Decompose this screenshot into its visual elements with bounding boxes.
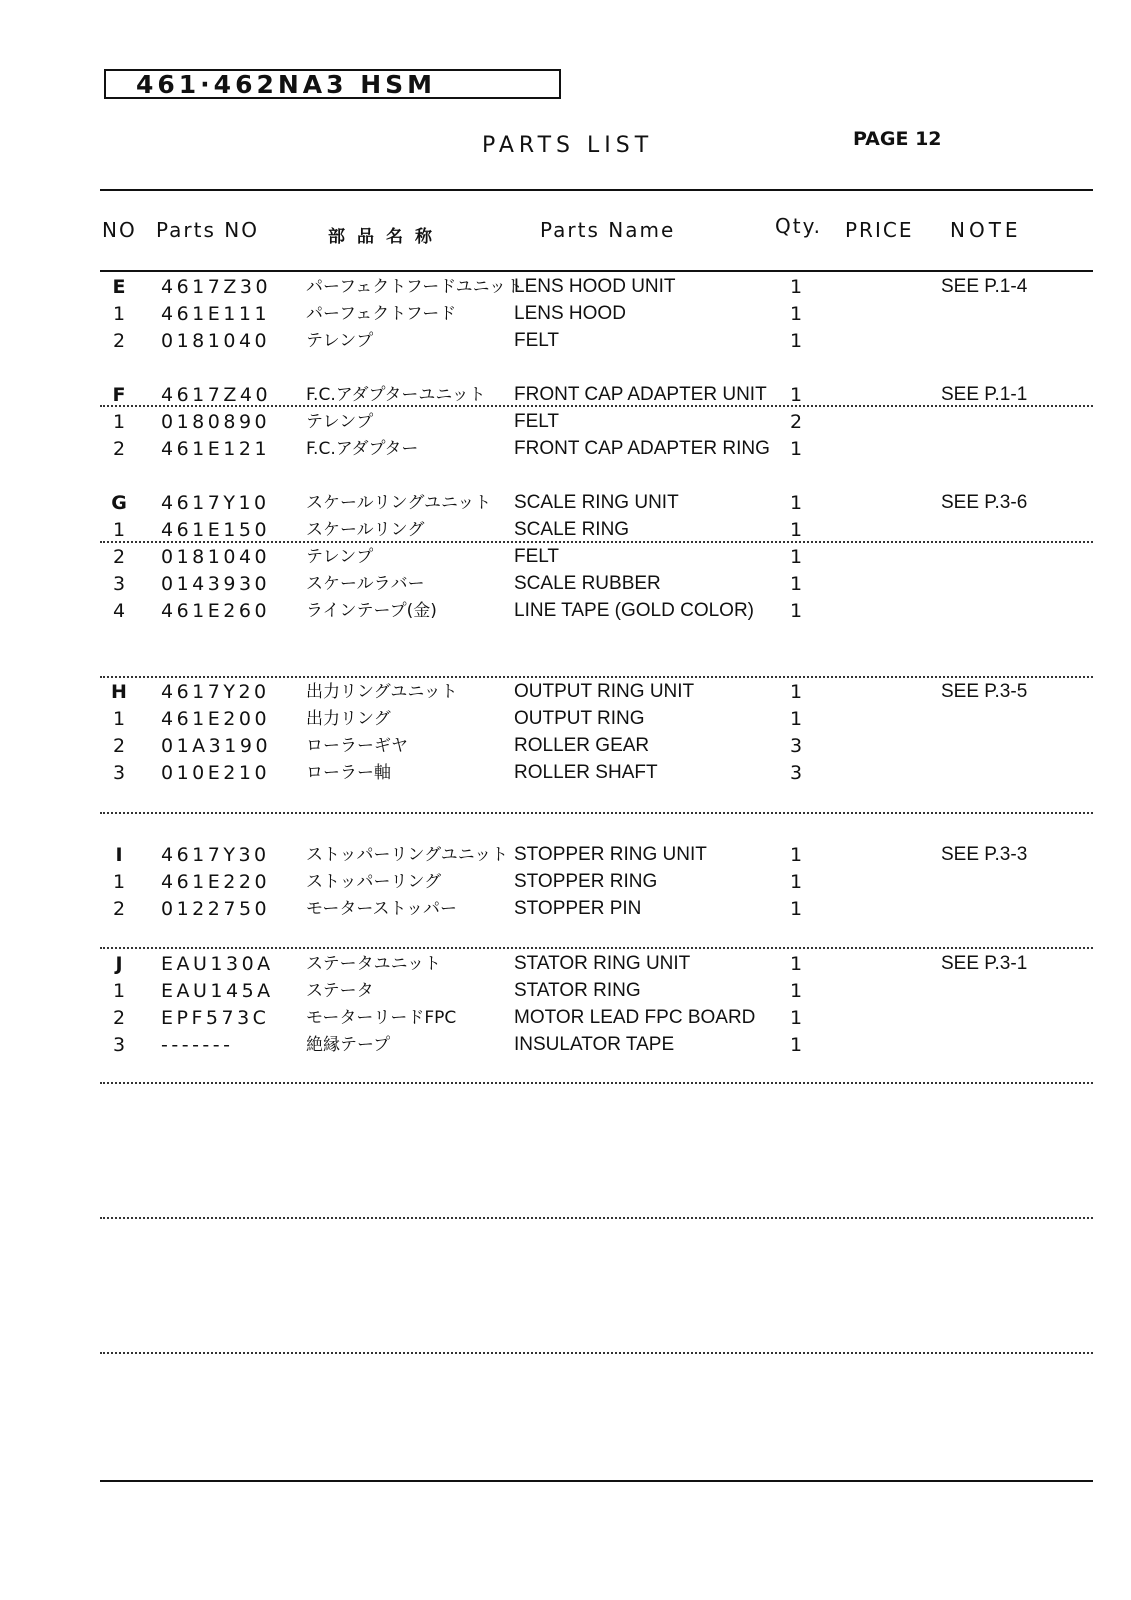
part-name: STOPPER RING UNIT: [514, 844, 707, 865]
japanese-part-name: ラインテープ(金): [306, 601, 437, 621]
japanese-part-name: ストッパーリングユニット: [306, 845, 509, 865]
table-row: [0, 490, 1131, 516]
part-name: LINE TAPE (GOLD COLOR): [514, 600, 755, 621]
parts-number: EPF573C: [161, 1007, 270, 1029]
quantity: 1: [789, 844, 803, 866]
table-row: [0, 301, 1131, 327]
quantity: 1: [789, 438, 803, 460]
item-no: 3: [112, 573, 126, 595]
dotted-separator: [100, 405, 1093, 407]
parts-number: 0181040: [161, 330, 271, 352]
quantity: 1: [789, 276, 803, 298]
note: SEE P.3-5: [941, 681, 1028, 702]
dotted-separator: [100, 1217, 1093, 1219]
parts-number: 01A3190: [161, 735, 272, 757]
parts-number: 461E260: [161, 600, 271, 622]
table-row: [0, 409, 1131, 435]
quantity: 1: [789, 384, 803, 406]
part-name: INSULATOR TAPE: [514, 1034, 675, 1055]
note: SEE P.3-6: [941, 492, 1028, 513]
item-no: J: [115, 953, 123, 975]
dotted-separator: [100, 947, 1093, 949]
dotted-separator: [100, 676, 1093, 678]
table-row: [0, 571, 1131, 597]
japanese-part-name: スケールラバー: [306, 574, 425, 594]
document-title: PARTS LIST: [482, 133, 654, 158]
japanese-part-name: モーターストッパー: [306, 899, 457, 919]
parts-number: 0181040: [161, 546, 271, 568]
item-no: E: [112, 276, 126, 298]
item-no: 1: [112, 303, 126, 325]
item-no: 4: [112, 600, 126, 622]
item-no: 2: [112, 1007, 126, 1029]
parts-number: EAU145A: [161, 980, 274, 1002]
japanese-part-name: F.C.アダプター: [306, 439, 419, 459]
japanese-part-name: テレンプ: [306, 331, 374, 351]
col-note: NOTE: [950, 218, 1022, 242]
japanese-part-name: 絶縁テープ: [306, 1035, 391, 1055]
col-parts-name: Parts Name: [540, 218, 676, 242]
table-row: [0, 274, 1131, 300]
table-row: [0, 706, 1131, 732]
japanese-part-name: ローラー軸: [306, 763, 391, 783]
item-no: F: [112, 384, 126, 406]
part-name: SCALE RING UNIT: [514, 492, 679, 513]
part-name: FRONT CAP ADAPTER UNIT: [514, 384, 767, 405]
part-name: FELT: [514, 411, 560, 432]
note: SEE P.1-1: [941, 384, 1028, 405]
japanese-part-name: ステータユニット: [306, 954, 441, 974]
quantity: 1: [789, 681, 803, 703]
note: SEE P.1-4: [941, 276, 1028, 297]
quantity: 1: [789, 1007, 803, 1029]
parts-number: EAU130A: [161, 953, 274, 975]
item-no: 2: [112, 546, 126, 568]
japanese-part-name: テレンプ: [306, 547, 374, 567]
table-row: [0, 328, 1131, 354]
part-name: SCALE RUBBER: [514, 573, 661, 594]
model-title: 461·462NA3 HSM: [136, 70, 437, 99]
quantity: 1: [789, 953, 803, 975]
parts-number: 4617Z40: [161, 384, 272, 406]
table-row: [0, 760, 1131, 786]
col-price: PRICE: [845, 218, 914, 242]
col-qty: Qty.: [775, 214, 822, 238]
item-no: 1: [112, 980, 126, 1002]
japanese-part-name: ローラーギヤ: [306, 736, 408, 756]
part-name: FRONT CAP ADAPTER RING: [514, 438, 770, 459]
item-no: 2: [112, 330, 126, 352]
parts-number: 4617Y20: [161, 681, 270, 703]
parts-number: 0143930: [161, 573, 271, 595]
model-title-box: [104, 69, 561, 99]
quantity: 1: [789, 898, 803, 920]
table-row: [0, 733, 1131, 759]
part-name: STATOR RING: [514, 980, 641, 1001]
col-jp-name: 部品名称: [328, 227, 444, 247]
dotted-separator: [100, 1082, 1093, 1084]
part-name: ROLLER SHAFT: [514, 762, 658, 783]
table-row: [0, 1005, 1131, 1031]
item-no: 3: [112, 762, 126, 784]
item-no: H: [111, 681, 127, 703]
item-no: 2: [112, 735, 126, 757]
part-name: STATOR RING UNIT: [514, 953, 691, 974]
part-name: LENS HOOD: [514, 303, 626, 324]
item-no: I: [115, 844, 123, 866]
part-name: OUTPUT RING UNIT: [514, 681, 695, 702]
parts-number: 0180890: [161, 411, 271, 433]
part-name: STOPPER PIN: [514, 898, 642, 919]
part-name: ROLLER GEAR: [514, 735, 650, 756]
japanese-part-name: 出力リングユニット: [306, 682, 458, 702]
item-no: 1: [112, 708, 126, 730]
part-name: SCALE RING: [514, 519, 630, 540]
japanese-part-name: パーフェクトフード: [306, 304, 457, 324]
quantity: 1: [789, 573, 803, 595]
table-row: [0, 436, 1131, 462]
parts-number: 461E150: [161, 519, 271, 541]
item-no: 1: [112, 519, 126, 541]
quantity: 2: [789, 411, 803, 433]
header-rule: [100, 270, 1093, 272]
japanese-part-name: テレンプ: [306, 412, 374, 432]
part-name: LENS HOOD UNIT: [514, 276, 676, 297]
col-parts-no: Parts NO: [156, 218, 259, 242]
table-row: [0, 951, 1131, 977]
table-row: [0, 869, 1131, 895]
quantity: 1: [789, 980, 803, 1002]
quantity: 1: [789, 708, 803, 730]
quantity: 1: [789, 492, 803, 514]
item-no: 1: [112, 411, 126, 433]
quantity: 1: [789, 330, 803, 352]
quantity: 1: [789, 519, 803, 541]
japanese-part-name: 出力リング: [306, 709, 391, 729]
japanese-part-name: パーフェクトフードユニット: [306, 277, 523, 297]
note: SEE P.3-3: [941, 844, 1028, 865]
dotted-separator: [100, 812, 1093, 814]
parts-number: 010E210: [161, 762, 271, 784]
quantity: 3: [789, 735, 803, 757]
parts-number: 4617Z30: [161, 276, 272, 298]
item-no: 1: [112, 871, 126, 893]
parts-number: 4617Y10: [161, 492, 270, 514]
parts-number: 461E121: [161, 438, 271, 460]
quantity: 1: [789, 303, 803, 325]
parts-number: 0122750: [161, 898, 271, 920]
japanese-part-name: ストッパーリング: [306, 872, 442, 892]
part-name: MOTOR LEAD FPC BOARD: [514, 1007, 756, 1028]
item-no: G: [111, 492, 127, 514]
table-row: [0, 978, 1131, 1004]
parts-number: 461E220: [161, 871, 271, 893]
part-name: FELT: [514, 330, 560, 351]
item-no: 3: [112, 1034, 126, 1056]
parts-number: 461E111: [161, 303, 271, 325]
part-name: OUTPUT RING: [514, 708, 645, 729]
table-row: [0, 517, 1131, 543]
japanese-part-name: スケールリング: [306, 520, 425, 540]
quantity: 1: [789, 1034, 803, 1056]
japanese-part-name: F.C.アダプターユニット: [306, 385, 486, 405]
table-row: [0, 544, 1131, 570]
table-row: [0, 598, 1131, 624]
quantity: 1: [789, 546, 803, 568]
japanese-part-name: ステータ: [306, 981, 374, 1001]
page-number: PAGE 12: [853, 128, 942, 150]
table-row: [0, 842, 1131, 868]
dotted-separator: [100, 1352, 1093, 1354]
parts-number: -------: [161, 1034, 234, 1056]
parts-number: 461E200: [161, 708, 271, 730]
table-row: [0, 679, 1131, 705]
japanese-part-name: スケールリングユニット: [306, 493, 492, 513]
item-no: 2: [112, 438, 126, 460]
part-name: FELT: [514, 546, 560, 567]
col-no: NO: [102, 218, 137, 242]
part-name: STOPPER RING: [514, 871, 658, 892]
quantity: 1: [789, 600, 803, 622]
dotted-separator: [100, 541, 1093, 543]
japanese-part-name: モーターリードFPC: [306, 1008, 457, 1028]
table-row: [0, 1032, 1131, 1058]
parts-number: 4617Y30: [161, 844, 270, 866]
bottom-rule: [100, 1480, 1093, 1482]
note: SEE P.3-1: [941, 953, 1028, 974]
top-rule: [100, 189, 1093, 191]
quantity: 3: [789, 762, 803, 784]
table-row: [0, 896, 1131, 922]
item-no: 2: [112, 898, 126, 920]
quantity: 1: [789, 871, 803, 893]
